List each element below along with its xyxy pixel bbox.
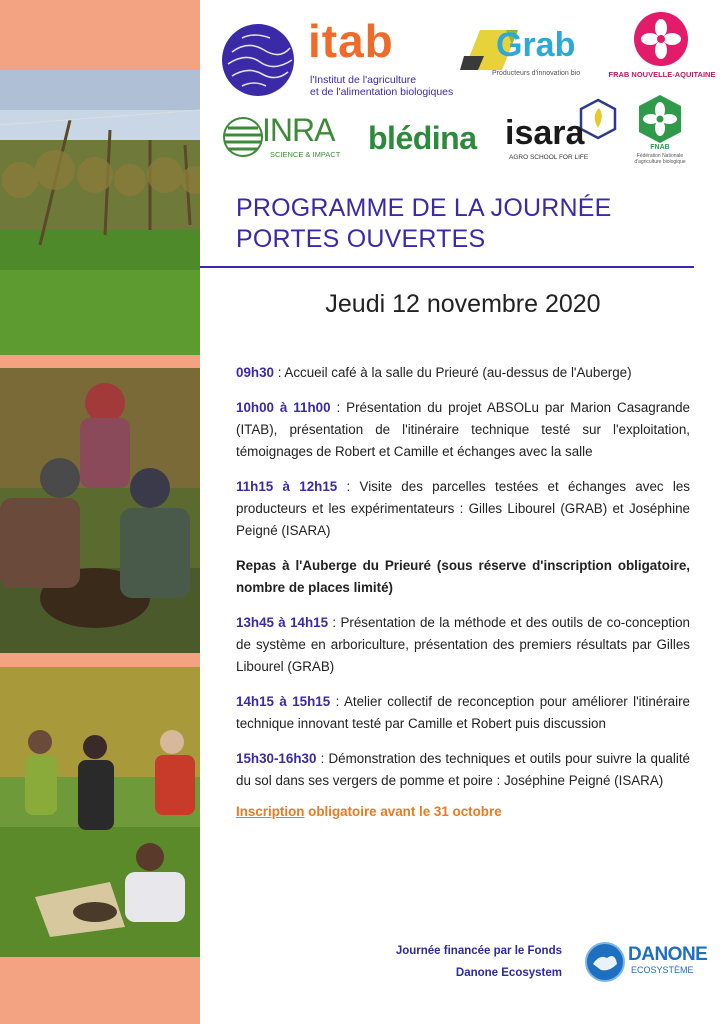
isara-leaf-icon [579, 98, 617, 140]
event-date: Jeudi 12 novembre 2020 [325, 290, 601, 318]
grab-tagline: Producteurs d'innovation bio [492, 70, 581, 77]
program-time: 11h15 à 12h15 [236, 479, 338, 494]
program-time: 13h45 à 14h15 [236, 615, 329, 630]
program-text: : Présentation du projet ABSOLu par Marion Casagrande (ITAB), présentation de l'itinéraire technique testé sur l'exploitation, témoignages de Robert et Camille et échanges avec la salle [236, 400, 690, 459]
field-group-photo [0, 667, 200, 957]
frab-label: FRAB NOUVELLE-AQUITAINE [608, 70, 716, 79]
program-item [236, 362, 690, 384]
orchard-photo [0, 70, 200, 355]
lunch-note: Repas à l'Auberge du Prieuré (sous réserve d'inscription obligatoire, nombre de places limité) [236, 558, 690, 595]
program-time: 09h30 [236, 365, 274, 380]
program-item [236, 397, 690, 463]
funding-note [340, 940, 562, 984]
itab-tagline [310, 74, 453, 98]
fnab-flower-icon [638, 94, 682, 144]
inscription-note [236, 801, 690, 823]
danone-wordmark: DANONE [628, 944, 708, 965]
program-time: 15h30-16h30 [236, 751, 317, 766]
partner-logos [200, 0, 726, 180]
isara-logo [505, 98, 620, 170]
itab-tagline-line1: l'Institut de l'agriculture [310, 74, 417, 86]
isara-tagline: AGRO SCHOOL FOR LIFE [509, 154, 589, 161]
danone-globe-icon [585, 942, 625, 982]
fnab-tagline [625, 153, 695, 165]
inra-wordmark: INRA [262, 112, 335, 148]
grab-logo [460, 24, 590, 84]
itab-globe-icon [220, 22, 300, 102]
danone-logo [585, 940, 715, 985]
program-text: : Visite des parcelles testées et échanges avec les producteurs et les expérimentateurs : Gilles Libourel (GRAB) et Joséphine Peigné (ISARA) [236, 479, 690, 538]
program-item [236, 691, 690, 735]
fnab-logo [625, 94, 695, 170]
funding-line1: Journée financée par le Fonds [395, 945, 562, 957]
inscription-deadline: obligatoire avant le 31 octobre [304, 804, 502, 819]
funding-line2: Danone Ecosystem [455, 967, 562, 979]
isara-wordmark: isara [505, 114, 585, 152]
page-title: PROGRAMME DE LA JOURNÉE PORTES OUVERTES [236, 194, 612, 253]
frab-logo [598, 10, 726, 85]
program-item [236, 612, 690, 678]
fnab-label: FNAB [650, 144, 670, 151]
program-text: : Atelier collectif de reconception pour améliorer l'itinéraire technique innovant testé par Camille et Robert puis discussion [236, 694, 691, 731]
inra-logo [222, 112, 347, 170]
program-text: : Accueil café à la salle du Prieuré (au-dessus de l'Auberge) [273, 365, 632, 380]
program-time: 14h15 à 15h15 [236, 694, 331, 709]
grab-wordmark: Grab [496, 26, 576, 64]
title-divider [200, 266, 694, 268]
program-time: 10h00 à 11h00 [236, 400, 331, 415]
program-item [236, 748, 690, 792]
inra-stripes-icon [222, 116, 264, 158]
fnab-tagline-line2: d'agriculture biologique [634, 159, 686, 165]
inra-tagline: SCIENCE & IMPACT [270, 150, 341, 159]
danone-sub: ECOSYSTÈME [631, 965, 694, 975]
bledina-logo: blédina [368, 120, 477, 156]
flower-icon [632, 10, 690, 68]
program-item [236, 476, 690, 542]
itab-wordmark: itab [308, 15, 394, 67]
inscription-link[interactable]: Inscription [236, 804, 305, 819]
program-text: : Présentation de la méthode et des outils de co-conception de système en arboriculture, présentation des premiers résultats par Gilles Libourel (GRAB) [236, 615, 691, 674]
itab-tagline-line2: et de l'alimentation biologiques [310, 86, 454, 98]
soil-inspection-photo [0, 368, 200, 653]
program-list [236, 362, 690, 836]
fnab-tagline-line1: Fédération Nationale [636, 153, 684, 159]
program-text: : Démonstration des techniques et outils pour suivre la qualité du sol dans ses vergers de pomme et poire : Joséphine Peigné (ISARA) [236, 751, 690, 788]
itab-logo [220, 15, 480, 100]
